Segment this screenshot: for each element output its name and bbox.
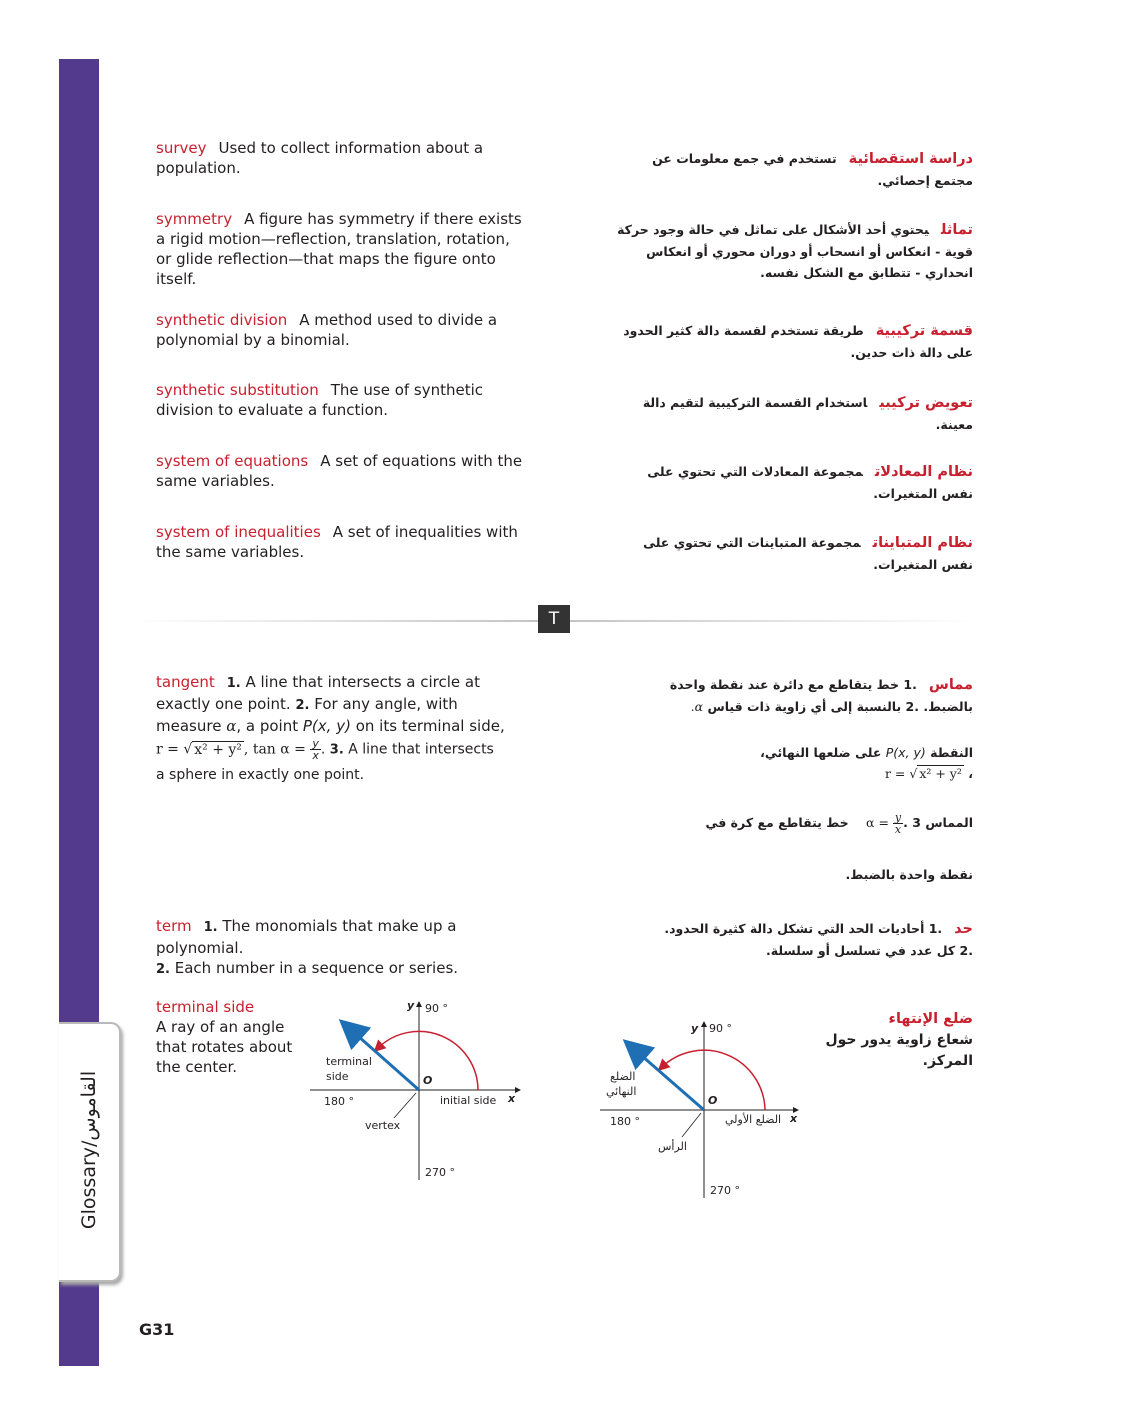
page-number: G31 [139,1320,175,1339]
definition: A set of inequalities with the same variables. [156,523,518,561]
entry-survey-ar [613,148,973,191]
term: مماس [928,677,973,693]
definition-3a: خط يتقاطع مع كرة في [705,815,849,830]
vertex-label: vertex [365,1119,401,1132]
definition: The use of synthetic division to evaluate a function. [156,381,484,419]
entry-synthetic-substitution-en [156,380,526,420]
term: survey [156,139,207,157]
term: synthetic division [156,311,288,329]
item-number: 2. [156,962,170,977]
comma: ، [968,766,973,781]
point-label: P(x, y) [302,717,351,735]
definition-1: A line that intersects a circle at exactly one point. [156,673,480,713]
term: نظام المتباينات [872,535,973,551]
y-arrowhead [416,1001,422,1007]
definition-2c: on its terminal side, [355,717,505,735]
definition: مجموعة المتباينات التي تحتوي على نفس المتغيرات. [643,535,973,572]
section-letter: T [538,605,570,633]
definition: A figure has symmetry if there exists a rigid motion—reflection, translation, rotation, or glide reflection—that maps the figure onto itself. [156,210,522,288]
definition: استخدام القسمة التركيبية لتقيم دالة معينة. [642,395,973,432]
entry-tangent-ar-1 [613,674,973,717]
initial-side-label: initial side [440,1094,497,1107]
deg180-label: 180 ° [324,1095,354,1108]
deg90-label: 90 ° [709,1022,732,1035]
deg270-label: 270 ° [425,1166,455,1179]
item-number: .2 [905,699,919,714]
x-label: x [790,1112,798,1125]
deg180-label: 180 ° [610,1115,640,1128]
term: system of equations [156,452,309,470]
entry-term-ar [573,918,973,961]
definition-2a: بالضبط. [923,699,973,714]
item-number: 2. [295,698,310,713]
vertex-leader [394,1093,416,1118]
tangent-word: المماس [925,815,973,830]
section-divider-left [130,620,538,622]
entry-system-of-inequalities-en [156,522,526,562]
denominator: x [312,749,319,762]
entry-synthetic-division-ar [613,320,973,363]
term: synthetic substitution [156,381,319,399]
r-label: r = [156,741,179,758]
section-divider-right [570,620,970,622]
angle-diagram-en [310,995,530,1185]
entry-term-en [156,916,526,980]
term: قسمة تركيبية [875,323,973,339]
item-number: .1 [903,677,917,692]
entry-system-of-inequalities-ar [613,532,973,575]
term: term [156,917,192,935]
term: system of inequalities [156,523,321,541]
terminal-ray [634,1049,704,1110]
entry-synthetic-division-en [156,310,526,350]
definition: شعاع زاوية يدور حول المركز. [825,1032,973,1069]
entry-terminal-side-ar [813,1009,973,1072]
entry-tangent-en [156,672,526,736]
sqrt-expression: x² + y² [194,741,242,758]
sqrt-expression: x² + y² [919,766,962,781]
entry-symmetry-en [156,209,526,289]
entry-terminal-side-en [156,997,306,1077]
item-number: .2 [959,943,973,958]
x-label: x [508,1092,516,1105]
term: tangent [156,673,215,691]
item-number: 1. [226,676,241,691]
terminal-label-1: الضلع [610,1070,636,1083]
entry-system-of-equations-en [156,451,526,491]
definition: طريقة تستخدم لقسمة دالة كثير الحدود على دالة ذات حدين. [623,323,973,360]
term: symmetry [156,210,233,228]
item-number: 1. [203,920,218,935]
term: تعويض تركيبي [879,395,973,411]
entry-tangent-ar-3: المماس 3 .α = $\frac{y}{x}$ خط يتقاطع مع كرة في [705,811,973,836]
term: تماثل [941,222,973,238]
definition: يحتوي أحد الأشكال على تماثل في حالة وجود حركة قوية - انعكاس أو انسحاب أو دوران محوري أو انعكاس انحداري - تتطابق مع الشكل نفسه. [617,222,973,280]
entry-tangent-ar-2: النقطة P(x, y) على ضلعها النهائي، ، r = √ x² + y² [760,745,973,781]
definition-1: خط يتقاطع مع دائرة عند نقطة واحدة [669,677,900,692]
definition-2b: بالنسبة إلى أي زاوية ذات قياس [707,699,902,714]
definition: A set of equations with the same variables. [156,452,523,490]
deg270-label: 270 ° [710,1184,740,1197]
item-number: 3. [329,742,344,758]
deg90-label: 90 ° [425,1002,448,1015]
fraction-y-over-x [310,738,321,761]
angle-diagram-ar [600,1015,820,1205]
initial-side-label: الضلع الأولي [725,1113,782,1126]
definition: تستخدم في جمع معلومات عن مجتمع إحصائي. [652,151,973,188]
tangent-formula-line: r = √ x² + y² , tan α = $\frac{y}{x}$ . 3. A line that intersects [156,737,494,762]
entry-survey-en [156,138,526,178]
alpha-symbol: α [226,717,237,735]
r-label: r = [884,766,906,781]
alpha-equals: α = [866,815,889,830]
vertex-label: الرأس [658,1140,687,1153]
definition-2: Each number in a sequence or series. [174,959,459,977]
term: دراسة استقصائية [848,151,973,167]
origin-label: O [423,1074,433,1087]
entry-synthetic-substitution-ar [613,392,973,435]
denominator: x [894,823,902,836]
x-arrowhead [515,1087,521,1093]
term: ضلع الإنتهاء [888,1011,973,1027]
tangent-def3b: a sphere in exactly one point. [156,767,365,783]
glossary-tab-label: Glossary/القاموس [78,1070,100,1230]
entry-tangent-ar-4: نقطة واحدة بالضبط. [845,867,973,882]
numerator: y [312,737,319,750]
numerator: y [894,811,902,824]
y-label: y [407,999,415,1012]
y-label: y [691,1022,699,1035]
definition-2b: , a point [236,717,299,735]
item-number: .1 [928,921,943,936]
term: حد [954,921,973,937]
tan-label: , tan α = [243,741,306,758]
terminal-side-text: على ضلعها النهائي، [760,745,882,760]
alpha-symbol: α. [690,699,704,714]
definition-2a: For any angle, with measure [156,695,458,735]
vertex-leader [682,1113,701,1137]
term: نظام المعادلات [874,464,973,480]
definition-2: كل عدد في تسلسل أو سلسلة. [766,943,956,958]
definition: Used to collect information about a population. [156,139,484,177]
terminal-label-2: النهائي [606,1085,637,1098]
definition: A method used to divide a polynomial by a binomial. [156,311,498,349]
terminal-label-2: side [326,1070,349,1083]
point-word: النقطة [930,745,973,760]
definition-3a: A line that intersects [348,741,494,758]
y-arrowhead [701,1021,707,1027]
definition-1: أحاديات الحد التي تشكل دالة كثيرة الحدود. [664,921,925,936]
terminal-label-1: terminal [326,1055,372,1068]
entry-system-of-equations-ar [613,461,973,504]
term: terminal side [156,998,255,1016]
origin-label: O [708,1094,718,1107]
definition: A ray of an angle that rotates about the center. [156,1018,293,1076]
entry-symmetry-ar [613,219,973,283]
item-number: 3 [912,815,921,830]
definition: مجموعة المعادلات التي تحتوي على نفس المتغيرات. [647,464,973,501]
definition-1: The monomials that make up a polynomial. [156,917,457,957]
point-label: P(x, y) [885,745,926,760]
